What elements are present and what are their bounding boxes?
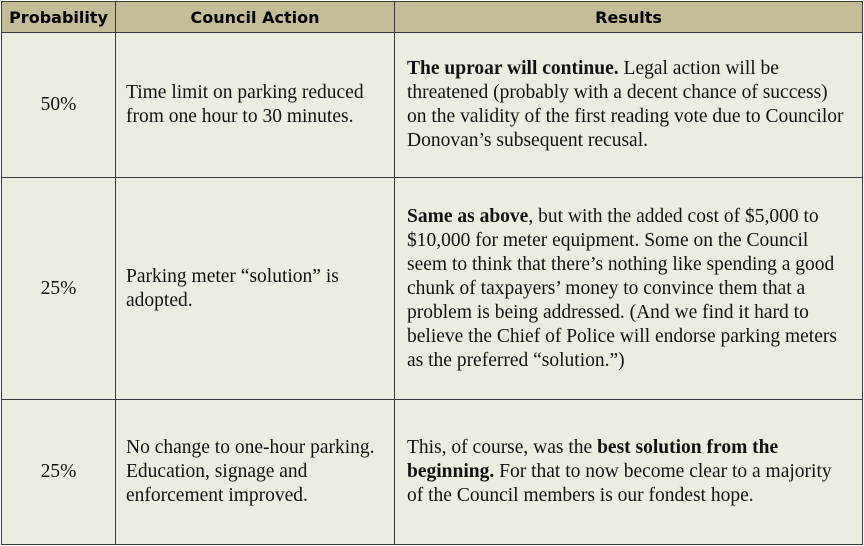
result-bold-text: best solution from the beginning. [407, 437, 779, 482]
result-text: For that to now become clear to a majority of the Council members is our fondest hope. [407, 461, 832, 506]
results-cell [395, 33, 863, 178]
table-row [2, 178, 863, 400]
council-action-cell: Time limit on parking reduced from one hour to 30 minutes. [116, 33, 395, 178]
result-text: Legal action will be threatened (probably with a decent chance of success) on the validity of the first reading vote due to Councilor Donovan’s subsequent recusal. [407, 58, 844, 151]
table-row [2, 33, 863, 178]
probability-cell: 50% [2, 33, 116, 178]
probability-cell: 25% [2, 400, 116, 545]
results-cell [395, 400, 863, 545]
header-probability: Probability [2, 2, 116, 33]
result-pre-text: This, of course, was the [407, 437, 598, 458]
header-council-action: Council Action [116, 2, 395, 33]
header-results: Results [395, 2, 863, 33]
header-row [2, 2, 863, 33]
results-cell [395, 178, 863, 400]
probability-cell: 25% [2, 178, 116, 400]
result-text: , but with the added cost of $5,000 to $10,000 for meter equipment. Some on the Council seem to think that there’s nothing like spending a good chunk of taxpayers’ money to convince them that a problem is being addressed. (And we find it hard to believe the Chief of Police will endorse parking meters as the preferred “solution.”) [407, 205, 837, 371]
council-action-cell: Parking meter “solution” is adopted. [116, 178, 395, 400]
result-bold-text: Same as above [407, 205, 529, 227]
probability-table [1, 1, 863, 545]
result-bold-text: The uproar will continue. [407, 58, 619, 79]
table-row [2, 400, 863, 545]
council-action-cell: No change to one-hour parking. Education, signage and enforcement improved. [116, 400, 395, 545]
